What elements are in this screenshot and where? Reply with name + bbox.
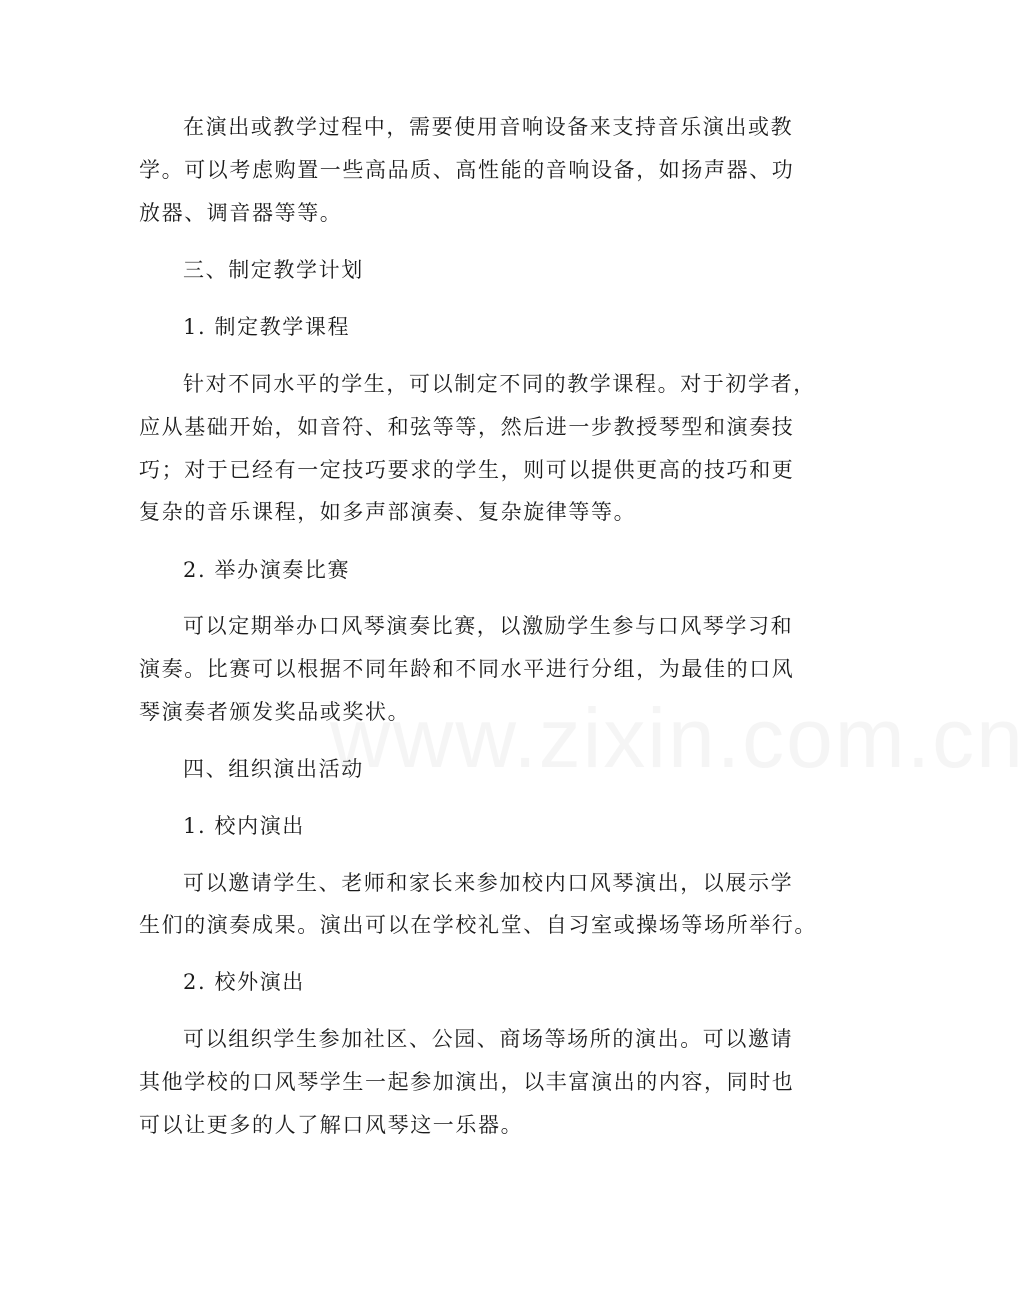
paragraph-line: 学。可以考虑购置一些高品质、高性能的音响设备，如扬声器、功	[139, 158, 795, 182]
paragraph-line: 可以定期举办口风琴演奏比赛，以激励学生参与口风琴学习和	[183, 614, 794, 638]
paragraph-line: 可以邀请学生、老师和家长来参加校内口风琴演出，以展示学	[183, 871, 794, 895]
paragraph-line: 演奏。比赛可以根据不同年龄和不同水平进行分组，为最佳的口风	[139, 657, 795, 681]
paragraph-line: 针对不同水平的学生，可以制定不同的教学课程。对于初学者，	[183, 372, 816, 396]
section-heading: 三、制定教学计划	[183, 258, 364, 282]
paragraph-line: 生们的演奏成果。演出可以在学校礼堂、自习室或操场等场所举行。	[139, 913, 817, 937]
paragraph-line: 放器、调音器等等。	[139, 201, 343, 225]
paragraph-line: 应从基础开始，如音符、和弦等等，然后进一步教授琴型和演奏技	[139, 415, 795, 439]
paragraph-line: 琴演奏者颁发奖品或奖状。	[139, 700, 411, 724]
watermark: www.zixin.com.cn	[330, 691, 1025, 785]
paragraph-line: 复杂的音乐课程，如多声部演奏、复杂旋律等等。	[139, 500, 637, 524]
paragraph-line: 在演出或教学过程中，需要使用音响设备来支持音乐演出或教	[183, 115, 794, 139]
subsection-heading: 2. 校外演出	[183, 970, 305, 994]
paragraph-line: 巧；对于已经有一定技巧要求的学生，则可以提供更高的技巧和更	[139, 458, 795, 482]
paragraph-line: 可以让更多的人了解口风琴这一乐器。	[139, 1113, 524, 1137]
subsection-heading: 2. 举办演奏比赛	[183, 558, 351, 582]
subsection-heading: 1. 校内演出	[183, 814, 305, 838]
paragraph-line: 其他学校的口风琴学生一起参加演出，以丰富演出的内容，同时也	[139, 1070, 795, 1094]
section-heading: 四、组织演出活动	[183, 757, 364, 781]
paragraph-line: 可以组织学生参加社区、公园、商场等场所的演出。可以邀请	[183, 1027, 794, 1051]
subsection-heading: 1. 制定教学课程	[183, 315, 351, 339]
